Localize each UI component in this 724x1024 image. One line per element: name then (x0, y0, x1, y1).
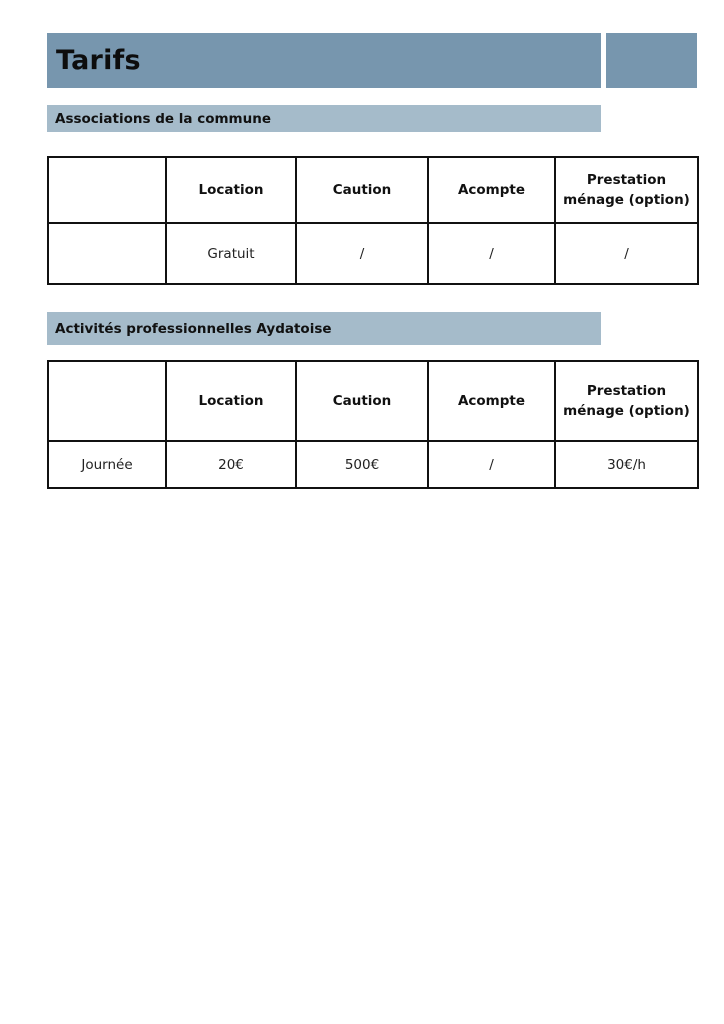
header-cell-acompte: Acompte (428, 361, 555, 441)
section-heading-associations (47, 105, 601, 132)
table-header-row (48, 361, 698, 441)
cell-location: Gratuit (166, 223, 296, 284)
table-header-row (48, 157, 698, 223)
header-cell-caution: Caution (296, 157, 428, 223)
cell-label (48, 223, 166, 284)
section-heading-professionnelles (47, 312, 601, 345)
header-cell-empty (48, 157, 166, 223)
header-cell-acompte: Acompte (428, 157, 555, 223)
header-cell-menage: Prestation ménage (option) (555, 361, 698, 441)
cell-label: Journée (48, 441, 166, 488)
section-heading-text: Activités professionnelles Aydatoise (55, 320, 332, 337)
table-row (48, 441, 698, 488)
table-row (48, 223, 698, 284)
title-side-block (606, 33, 697, 88)
cell-acompte: / (428, 223, 555, 284)
cell-menage: / (555, 223, 698, 284)
header-cell-location: Location (166, 157, 296, 223)
section-heading-text: Associations de la commune (55, 110, 271, 127)
cell-caution: 500€ (296, 441, 428, 488)
page-title-bar (47, 33, 601, 88)
header-cell-empty (48, 361, 166, 441)
cell-caution: / (296, 223, 428, 284)
cell-menage: 30€/h (555, 441, 698, 488)
tarif-table-professionnelles (47, 360, 699, 489)
tarif-table-associations (47, 156, 699, 285)
cell-acompte: / (428, 441, 555, 488)
cell-location: 20€ (166, 441, 296, 488)
header-cell-caution: Caution (296, 361, 428, 441)
header-cell-location: Location (166, 361, 296, 441)
page-title: Tarifs (56, 45, 141, 76)
header-cell-menage: Prestation ménage (option) (555, 157, 698, 223)
